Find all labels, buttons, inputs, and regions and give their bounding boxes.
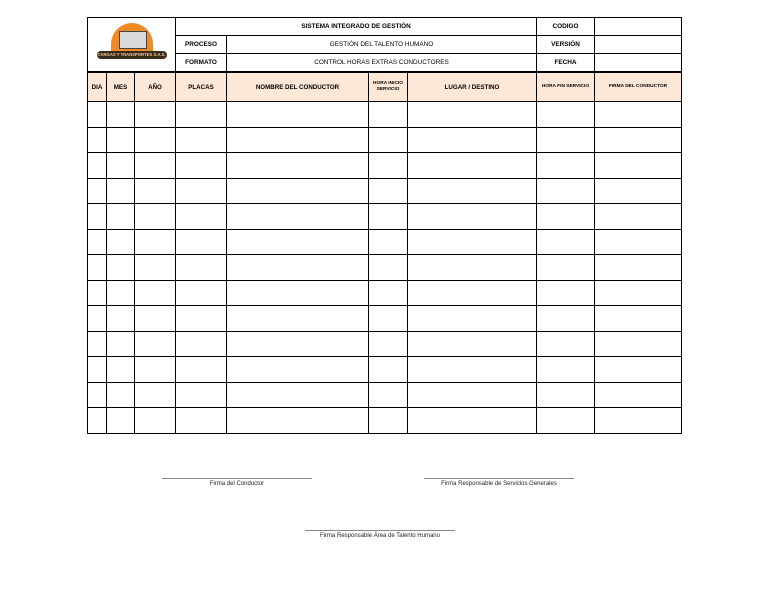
table-cell[interactable] (227, 306, 369, 332)
logo-text: CARGAS Y TRANSPORTES S.A.S. (97, 51, 166, 57)
fecha-value[interactable] (595, 54, 682, 72)
table-cell[interactable] (227, 153, 369, 179)
table-cell[interactable] (537, 408, 595, 434)
table-row (88, 357, 682, 383)
table-row (88, 153, 682, 179)
table-cell[interactable] (176, 127, 227, 153)
table-cell[interactable] (88, 280, 107, 306)
table-cell[interactable] (537, 280, 595, 306)
table-cell[interactable] (227, 204, 369, 230)
table-cell[interactable] (408, 102, 537, 128)
table-row (88, 178, 682, 204)
table-cell[interactable] (176, 204, 227, 230)
table-cell[interactable] (107, 255, 135, 281)
table-cell[interactable] (537, 255, 595, 281)
system-title: SISTEMA INTEGRADO DE GESTIÓN (176, 18, 537, 36)
table-cell[interactable] (176, 382, 227, 408)
header-table (87, 17, 682, 72)
signature-line[interactable] (424, 478, 574, 479)
signature-talento (305, 530, 455, 539)
table-cell[interactable] (135, 280, 176, 306)
table-cell[interactable] (595, 153, 682, 179)
table-cell[interactable] (537, 153, 595, 179)
table-cell[interactable] (88, 382, 107, 408)
hours-grid (87, 72, 682, 434)
col-hora-inicio: HORA INICIO SERVICIO (369, 73, 408, 102)
table-cell[interactable] (595, 102, 682, 128)
table-cell[interactable] (107, 306, 135, 332)
table-cell[interactable] (176, 178, 227, 204)
table-cell[interactable] (369, 280, 408, 306)
table-cell[interactable] (107, 408, 135, 434)
table-cell[interactable] (227, 382, 369, 408)
table-cell[interactable] (537, 178, 595, 204)
col-lugar-destino: LUGAR / DESTINO (408, 73, 537, 102)
table-cell[interactable] (595, 280, 682, 306)
signature-servicios (424, 478, 574, 487)
table-cell[interactable] (369, 178, 408, 204)
table-row (88, 127, 682, 153)
table-cell[interactable] (595, 178, 682, 204)
table-cell[interactable] (537, 204, 595, 230)
table-cell[interactable] (107, 102, 135, 128)
table-cell[interactable] (537, 102, 595, 128)
table-cell[interactable] (176, 331, 227, 357)
table-cell[interactable] (227, 178, 369, 204)
version-label: VERSIÓN (537, 36, 595, 54)
table-cell[interactable] (369, 204, 408, 230)
table-row (88, 102, 682, 128)
table-row (88, 204, 682, 230)
table-cell[interactable] (408, 229, 537, 255)
table-cell[interactable] (595, 331, 682, 357)
table-cell[interactable] (408, 255, 537, 281)
table-cell[interactable] (408, 382, 537, 408)
table-cell[interactable] (88, 331, 107, 357)
table-cell[interactable] (176, 153, 227, 179)
table-cell[interactable] (88, 357, 107, 383)
table-cell[interactable] (408, 153, 537, 179)
table-row (88, 229, 682, 255)
signature-conductor (162, 478, 312, 487)
table-cell[interactable] (537, 382, 595, 408)
table-cell[interactable] (107, 280, 135, 306)
table-cell[interactable] (227, 280, 369, 306)
proceso-value: GESTIÓN DEL TALENTO HUMANO (227, 36, 537, 54)
truck-icon (119, 31, 147, 49)
table-row (88, 306, 682, 332)
table-cell[interactable] (369, 408, 408, 434)
table-cell[interactable] (88, 408, 107, 434)
table-cell[interactable] (176, 306, 227, 332)
col-hora-fin: HORA FIN SERVICIO (537, 73, 595, 102)
table-cell[interactable] (227, 127, 369, 153)
col-nombre-conductor: NOMBRE DEL CONDUCTOR (227, 73, 369, 102)
table-cell[interactable] (408, 357, 537, 383)
table-cell[interactable] (537, 331, 595, 357)
table-cell[interactable] (107, 382, 135, 408)
table-cell[interactable] (176, 255, 227, 281)
table-cell[interactable] (176, 408, 227, 434)
table-cell[interactable] (227, 357, 369, 383)
table-cell[interactable] (88, 127, 107, 153)
table-cell[interactable] (88, 306, 107, 332)
table-cell[interactable] (135, 255, 176, 281)
table-cell[interactable] (369, 255, 408, 281)
formato-label: FORMATO (176, 54, 227, 72)
table-row (88, 408, 682, 434)
table-cell[interactable] (537, 127, 595, 153)
table-cell[interactable] (369, 382, 408, 408)
table-cell[interactable] (135, 153, 176, 179)
table-cell[interactable] (107, 357, 135, 383)
table-row (88, 280, 682, 306)
codigo-value[interactable] (595, 18, 682, 36)
table-row (88, 382, 682, 408)
table-cell[interactable] (595, 127, 682, 153)
signature-talento-label: Firma Responsable Área de Talento Humano (320, 533, 440, 539)
col-dia: DIA (88, 73, 107, 102)
table-cell[interactable] (369, 229, 408, 255)
table-cell[interactable] (135, 382, 176, 408)
table-cell[interactable] (88, 229, 107, 255)
col-mes: MES (107, 73, 135, 102)
table-cell[interactable] (408, 178, 537, 204)
table-cell[interactable] (369, 102, 408, 128)
codigo-label: CODIGO (537, 18, 595, 36)
table-cell[interactable] (369, 127, 408, 153)
table-cell[interactable] (107, 204, 135, 230)
table-cell[interactable] (408, 408, 537, 434)
table-cell[interactable] (88, 178, 107, 204)
table-cell[interactable] (135, 331, 176, 357)
table-cell[interactable] (369, 357, 408, 383)
table-cell[interactable] (135, 408, 176, 434)
col-ano: AÑO (135, 73, 176, 102)
table-cell[interactable] (176, 280, 227, 306)
table-cell[interactable] (88, 153, 107, 179)
table-cell[interactable] (369, 331, 408, 357)
table-cell[interactable] (176, 102, 227, 128)
table-cell[interactable] (107, 178, 135, 204)
table-cell[interactable] (227, 102, 369, 128)
table-cell[interactable] (537, 357, 595, 383)
signature-line[interactable] (305, 530, 455, 531)
version-value[interactable] (595, 36, 682, 54)
table-cell[interactable] (107, 153, 135, 179)
table-cell[interactable] (227, 408, 369, 434)
table-cell[interactable] (408, 331, 537, 357)
table-cell[interactable] (408, 127, 537, 153)
proceso-label: PROCESO (176, 36, 227, 54)
table-cell[interactable] (176, 357, 227, 383)
col-firma-conductor: FIRMA DEL CONDUCTOR (595, 73, 682, 102)
table-cell[interactable] (107, 127, 135, 153)
table-cell[interactable] (408, 306, 537, 332)
table-cell[interactable] (107, 331, 135, 357)
table-cell[interactable] (176, 229, 227, 255)
table-cell[interactable] (408, 204, 537, 230)
table-cell[interactable] (537, 229, 595, 255)
formato-value: CONTROL HORAS EXTRAS CONDUCTORES (227, 54, 537, 72)
signature-servicios-label: Firma Responsable de Servicios Generales (441, 481, 557, 487)
col-placas: PLACAS (176, 73, 227, 102)
table-cell[interactable] (537, 306, 595, 332)
table-cell[interactable] (595, 357, 682, 383)
signature-conductor-label: Firma del Conductor (209, 481, 265, 487)
signature-line[interactable] (162, 478, 312, 479)
table-cell[interactable] (227, 255, 369, 281)
company-logo (88, 18, 176, 72)
table-cell[interactable] (595, 382, 682, 408)
table-cell[interactable] (595, 408, 682, 434)
table-cell[interactable] (369, 306, 408, 332)
table-cell[interactable] (135, 357, 176, 383)
table-cell[interactable] (227, 229, 369, 255)
table-row (88, 255, 682, 281)
table-cell[interactable] (135, 102, 176, 128)
column-header-row (88, 73, 682, 102)
table-cell[interactable] (107, 229, 135, 255)
table-cell[interactable] (369, 153, 408, 179)
table-cell[interactable] (88, 255, 107, 281)
fecha-label: FECHA (537, 54, 595, 72)
table-cell[interactable] (595, 255, 682, 281)
table-cell[interactable] (595, 204, 682, 230)
table-cell[interactable] (135, 229, 176, 255)
table-cell[interactable] (595, 306, 682, 332)
table-cell[interactable] (88, 102, 107, 128)
table-cell[interactable] (135, 178, 176, 204)
table-cell[interactable] (595, 229, 682, 255)
table-row (88, 331, 682, 357)
table-cell[interactable] (135, 127, 176, 153)
table-cell[interactable] (408, 280, 537, 306)
table-cell[interactable] (88, 204, 107, 230)
table-cell[interactable] (227, 331, 369, 357)
table-cell[interactable] (135, 306, 176, 332)
table-cell[interactable] (135, 204, 176, 230)
